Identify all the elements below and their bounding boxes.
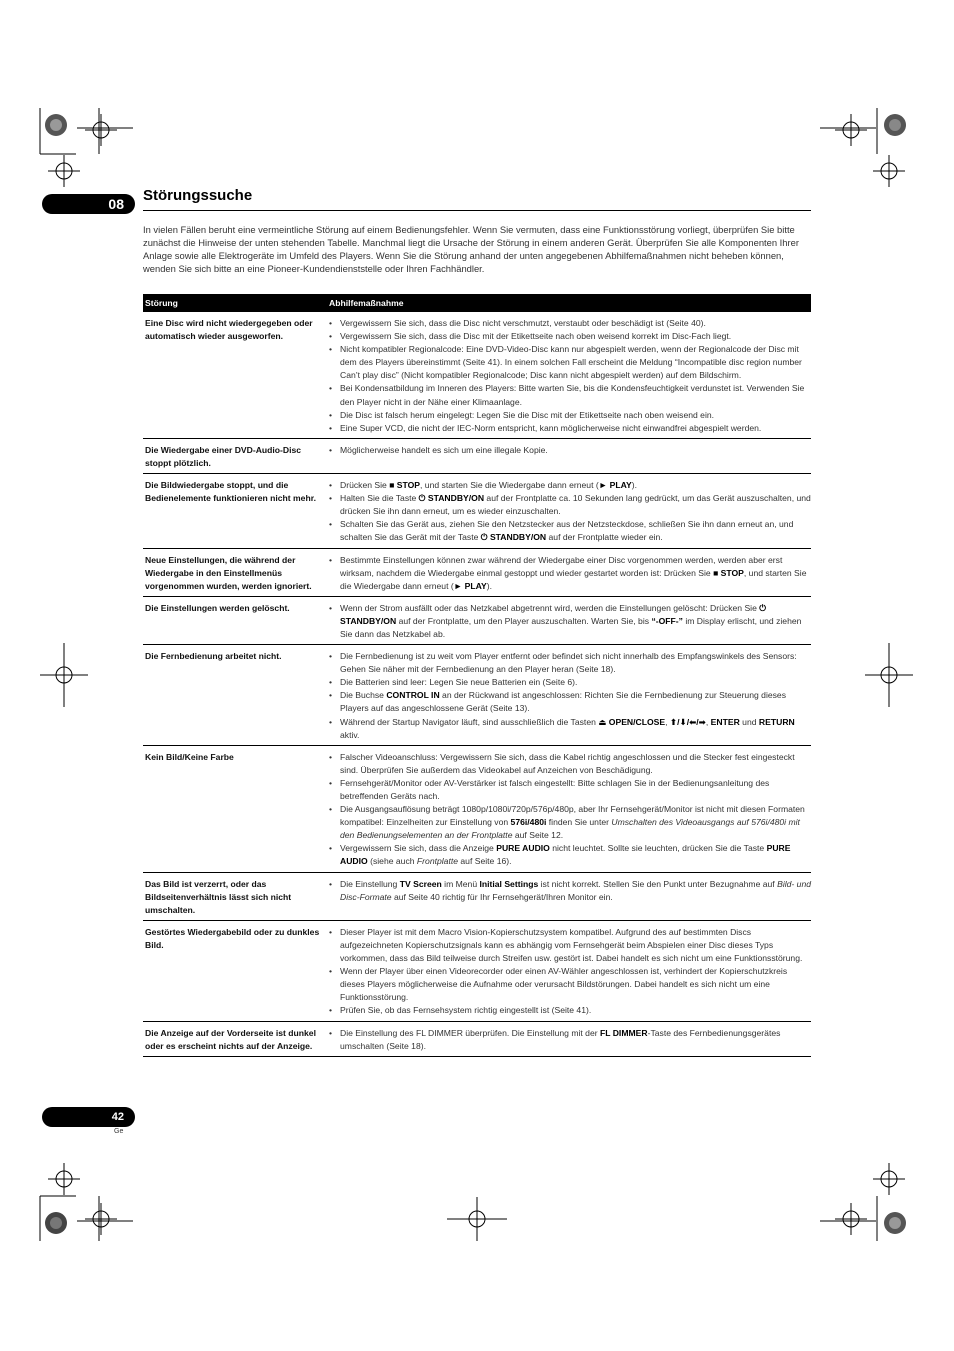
remedy-item xyxy=(329,777,811,803)
remedy-text: Wenn der Player über einen Videorecorder oder einen AV-Wähler angeschlossen ist, verhindert der Kopierschutzkreis dieses Players möglicherweise die Aufnahme oder verursacht Bildstörungen. Dabei handelt es sich nicht um eine Funktionsstörung. xyxy=(340,966,788,1003)
problem-cell: Neue Einstellungen, die während der Wiedergabe in den Einstellmenüs vorgenommen wurden, werden ignoriert. xyxy=(145,554,312,591)
remedy-text: auf Seite 16). xyxy=(458,856,512,867)
remedy-text: Vergewissern Sie sich, dass die Disc mit der Etikettseite nach oben weisend korrekt im Disc-Fach liegt. xyxy=(340,331,732,342)
remedy-item xyxy=(329,676,811,689)
key-label: ► PLAY xyxy=(598,480,632,491)
remedy-text: im Display erlischt, und ziehen Sie dann das Netzkabel ab. xyxy=(340,615,802,639)
table-row xyxy=(143,473,811,547)
remedy-item xyxy=(329,1004,811,1017)
problem-cell: Die Bildwiedergabe stoppt, und die Bedienelemente funktionieren nicht mehr. xyxy=(145,480,316,504)
remedy-list xyxy=(329,878,811,917)
problem-cell: Eine Disc wird nicht wiedergegeben oder automatisch wieder ausgeworfen. xyxy=(145,318,313,342)
remedy-text: Die Batterien sind leer: Legen Sie neue Batterien ein (Seite 6). xyxy=(340,677,578,688)
remedy-text: ). xyxy=(631,480,637,491)
remedy-list xyxy=(329,317,811,435)
remedy-item xyxy=(329,965,811,1004)
table-row xyxy=(143,438,811,473)
remedy-text: Drücken Sie xyxy=(340,480,390,491)
remedy-text: Nicht kompatibler Regionalcode: Eine DVD-Video-Disc kann nur abgespielt werden, wenn der Regionalcode der Disc mit dem des Players übereinstimmt (Seite 41). In einem solchen Fall erscheint die Meldung “Incompatible disc region number Can’t play disc” (Nicht kompatibler Regionalcode; Disc kann nicht abgespielt werden) auf dem Bildschirm. xyxy=(340,344,802,381)
remedy-item xyxy=(329,878,811,904)
remedy-text: und xyxy=(739,716,759,727)
problem-cell: Kein Bild/Keine Farbe xyxy=(145,751,234,762)
remedy-text: ist nicht korrekt. Stellen Sie den Punkt unter Bezugnahme auf xyxy=(538,878,778,889)
remedy-item xyxy=(329,926,811,965)
remedy-text: auf der Frontplatte ca. 10 Sekunden lang gedrückt, um das Gerät auszuschalten, und drücken Sie ihn dann erneut, um es wieder einzuschalten. xyxy=(340,493,811,517)
key-label: ⏻ STANDBY/ON xyxy=(340,602,767,626)
key-label: CONTROL IN xyxy=(386,690,440,701)
remedy-text: auf der Frontplatte, um den Player auszuschalten. Warten Sie, bis xyxy=(396,615,652,626)
remedy-item xyxy=(329,518,811,544)
remedy-text: auf der Frontplatte wieder ein. xyxy=(546,532,663,543)
remedy-text: Prüfen Sie, ob das Fernsehsystem richtig eingestellt ist (Seite 41). xyxy=(340,1005,592,1016)
remedy-item xyxy=(329,689,811,715)
remedy-item xyxy=(329,1027,811,1053)
key-label: 576i/480i xyxy=(510,817,547,828)
remedy-text: Die Ausgangsauflösung beträgt 1080p/1080i/720p/576p/480p, aber Ihr Fernsehgerät/Monitor ist nicht mit diesen Formaten kompatibel: Einzelheiten zur Einstellung von xyxy=(340,804,805,828)
remedy-text: aktiv. xyxy=(340,729,360,740)
remedy-text: , und starten Sie die Wiedergabe dann erneut ( xyxy=(340,567,807,591)
table-row xyxy=(143,920,811,1021)
remedy-list xyxy=(329,926,811,1018)
remedy-list xyxy=(329,444,811,470)
key-label: ⏻ STANDBY/ON xyxy=(480,532,547,543)
remedy-text: , und starten Sie die Wiedergabe dann erneut ( xyxy=(420,480,599,491)
remedy-text: Bild- und Disc-Formate xyxy=(340,878,812,902)
key-label: ■ STOP xyxy=(389,480,421,491)
table-row xyxy=(143,872,811,920)
key-label: ENTER xyxy=(710,716,740,727)
chapter-number: 08 xyxy=(42,194,135,214)
remedy-text: finden Sie unter xyxy=(546,817,612,828)
remedy-list xyxy=(329,650,811,742)
remedy-item xyxy=(329,602,811,641)
table-header xyxy=(143,294,811,312)
remedy-text: nicht leuchtet. Sollte sie leuchten, drücken Sie die Taste xyxy=(549,843,767,854)
remedy-text: Wenn der Strom ausfällt oder das Netzkabel abgetrennt wird, werden die Einstellungen gelöscht: Drücken Sie xyxy=(340,602,760,613)
remedy-text: Die Einstellung xyxy=(340,878,400,889)
column-header-remedy: Abhilfemaßnahme xyxy=(329,298,404,308)
remedy-text: Halten Sie die Taste xyxy=(340,493,419,504)
table-row xyxy=(143,644,811,745)
remedy-item xyxy=(329,382,811,408)
remedy-text: Vergewissern Sie sich, dass die Anzeige xyxy=(340,843,497,854)
remedy-text: Schalten Sie das Gerät aus, ziehen Sie den Netzstecker aus der Netzsteckdose, schließen Sie ihn dann erneut an, und schalten Sie das Gerät mit der Taste xyxy=(340,519,794,543)
remedy-item xyxy=(329,803,811,842)
remedy-text: ). xyxy=(486,580,492,591)
table-row xyxy=(143,312,811,438)
remedy-list xyxy=(329,479,811,544)
problem-cell: Die Einstellungen werden gelöscht. xyxy=(145,602,290,613)
remedy-item xyxy=(329,343,811,382)
remedy-item xyxy=(329,422,811,435)
remedy-item xyxy=(329,554,811,593)
key-label: ⬆/⬇/⬅/➡ xyxy=(669,716,706,727)
remedy-text: an der Rückwand ist angeschlossen: Richten Sie die Fernbedienung zur Steuerung dieses Players auf das angeschlossene Gerät (Seite 13). xyxy=(340,690,787,714)
page-title: Störungssuche xyxy=(143,187,253,204)
table-body xyxy=(143,312,811,1056)
key-label: ⏻ STANDBY/ON xyxy=(418,493,485,504)
remedy-list xyxy=(329,602,811,641)
remedy-text: Die Disc ist falsch herum eingelegt: Legen Sie die Disc mit der Etikettseite nach oben weisend ein. xyxy=(340,409,715,420)
remedy-text: -Taste des Fernbedienungsgerätes umschalten (Seite 18). xyxy=(340,1027,781,1051)
remedy-text: Dieser Player ist mit dem Macro Vision-Kopierschutzsystem kompatibel. Aufgrund des auf bestimmten Discs aufgezeichneten Kopierschutzsignals kann es abhängig vom Fernsehgerät beim Abspielen einer Disc dieses Typs vorkommen, dass das Bild teilweise durch Streifen usw. gestört ist. Dabei handelt es sich nicht um eine Funktionsstörung. xyxy=(340,926,803,964)
remedy-text: Eine Super VCD, die nicht der IEC-Norm entspricht, kann möglicherweise nicht einwandfrei abgespielt werden. xyxy=(340,422,762,433)
problem-cell: Das Bild ist verzerrt, oder das Bildseitenverhältnis lässt sich nicht umschalten. xyxy=(145,878,292,915)
intro-paragraph: In vielen Fällen beruht eine vermeintliche Störung auf einem Bedienungsfehler. Wenn Sie vermuten, dass eine Funktionsstörung vorliegt, überprüfen Sie bitte zunächst die Hinweise der unten stehenden Tabelle. Manchmal liegt die Ursache der Störung in einem anderen Gerät. Überprüfen Sie alle Komponenten Ihrer Anlage sowie alle Elektrogeräte im Umfeld des Players. Wenn Sie die Störung anhand der unten angegebenen Abhilfemaßnahmen nicht beheben können, wenden Sie sich bitte an eine Pioneer-Kundendienststelle oder Ihren Fachhändler. xyxy=(143,224,799,275)
remedy-item xyxy=(329,650,811,676)
key-label: Initial Settings xyxy=(479,878,539,889)
remedy-text: Falscher Videoanschluss: Vergewissern Sie sich, dass die Kabel richtig angeschlossen und die Stecker fest eingesteckt sind. Überprüfen Sie außerdem das Videokabel auf Anzeichen von Beschädigung. xyxy=(340,751,795,775)
remedy-item xyxy=(329,330,811,343)
problem-cell: Gestörtes Wiedergabebild oder zu dunkles Bild. xyxy=(145,926,320,950)
remedy-text: (siehe auch xyxy=(367,856,417,867)
table-row xyxy=(143,1021,811,1056)
key-label: PURE AUDIO xyxy=(340,843,791,867)
remedy-item xyxy=(329,317,811,330)
remedy-text: Während der Startup Navigator läuft, sind ausschließlich die Tasten xyxy=(340,716,599,727)
page-number: 42 xyxy=(42,1107,135,1127)
table-row xyxy=(143,745,811,872)
remedy-item xyxy=(329,479,811,492)
remedy-item xyxy=(329,716,811,742)
remedy-text: im Menü xyxy=(441,878,480,889)
remedy-text: Vergewissern Sie sich, dass die Disc nicht verschmutzt, verstaubt oder beschädigt ist (Seite 40). xyxy=(340,318,706,328)
key-label: TV Screen xyxy=(399,878,442,889)
key-label: “-OFF-” xyxy=(651,615,683,626)
remedy-text: auf Seite 40 richtig für Ihr Fernsehgerät/Ihren Monitor ein. xyxy=(391,891,613,902)
remedy-text: Fernsehgerät/Monitor oder AV-Verstärker ist falsch eingestellt: Bitte schlagen Sie in der Bedienungsanleitung des betreffenden Geräts nach. xyxy=(340,777,770,801)
remedy-text: Frontplatte xyxy=(416,856,459,867)
remedy-text: Bestimmte Einstellungen können zwar während der Wiedergabe einer Disc vorgenommen werden, werden aber erst wirksam, nachdem die Wiedergabe einmal gestoppt und wieder gestartet worden ist: Drücken Sie xyxy=(340,554,783,578)
remedy-text: Die Fernbedienung ist zu weit vom Player entfernt oder befindet sich nicht innerhalb des Empfangswinkels des Sensors: Gehen Sie näher mit der Fernbedienung an den Player heran (Seite 18). xyxy=(340,651,797,675)
key-label: ► PLAY xyxy=(453,580,487,591)
remedy-text: , xyxy=(705,716,711,727)
column-header-problem: Störung xyxy=(145,298,178,308)
remedy-item xyxy=(329,444,811,457)
remedy-text: Möglicherweise handelt es sich um eine illegale Kopie. xyxy=(340,444,548,455)
remedy-text: Die Einstellung des FL DIMMER überprüfen. Die Einstellung mit der xyxy=(340,1027,600,1038)
remedy-list xyxy=(329,554,811,593)
remedy-list xyxy=(329,1027,811,1053)
remedy-text: , xyxy=(665,716,670,727)
remedy-list xyxy=(329,751,811,869)
remedy-item xyxy=(329,492,811,518)
language-code: Ge xyxy=(114,1128,124,1135)
remedy-text: Umschalten des Videoausgangs auf 576i/480i mit den Bedienungselementen an der Frontplatte xyxy=(340,817,800,841)
key-label: PURE AUDIO xyxy=(496,843,550,854)
remedy-item xyxy=(329,842,811,868)
key-label: RETURN xyxy=(758,716,795,727)
table-row xyxy=(143,596,811,644)
remedy-text: Bei Kondensatbildung im Inneren des Players: Bitte warten Sie, bis die Kondensfeuchtigkeit verdunstet ist. Verwenden Sie den Player nicht in der Nähe einer Klimaanlage. xyxy=(340,383,805,407)
table-row xyxy=(143,548,811,596)
remedy-text: auf Seite 12. xyxy=(512,830,564,841)
key-label: ⏏ OPEN/CLOSE xyxy=(598,716,666,727)
problem-cell: Die Fernbedienung arbeitet nicht. xyxy=(145,651,282,662)
problem-cell: Die Anzeige auf der Vorderseite ist dunkel oder es erscheint nichts auf der Anzeige. xyxy=(145,1027,316,1051)
key-label: FL DIMMER xyxy=(600,1027,648,1038)
remedy-item xyxy=(329,409,811,422)
title-divider xyxy=(143,210,811,211)
troubleshooting-table xyxy=(143,294,811,1057)
problem-cell: Die Wiedergabe einer DVD-Audio-Disc stoppt plötzlich. xyxy=(145,444,302,468)
remedy-item xyxy=(329,751,811,777)
key-label: ■ STOP xyxy=(713,567,744,578)
remedy-text: Die Buchse xyxy=(340,690,387,701)
